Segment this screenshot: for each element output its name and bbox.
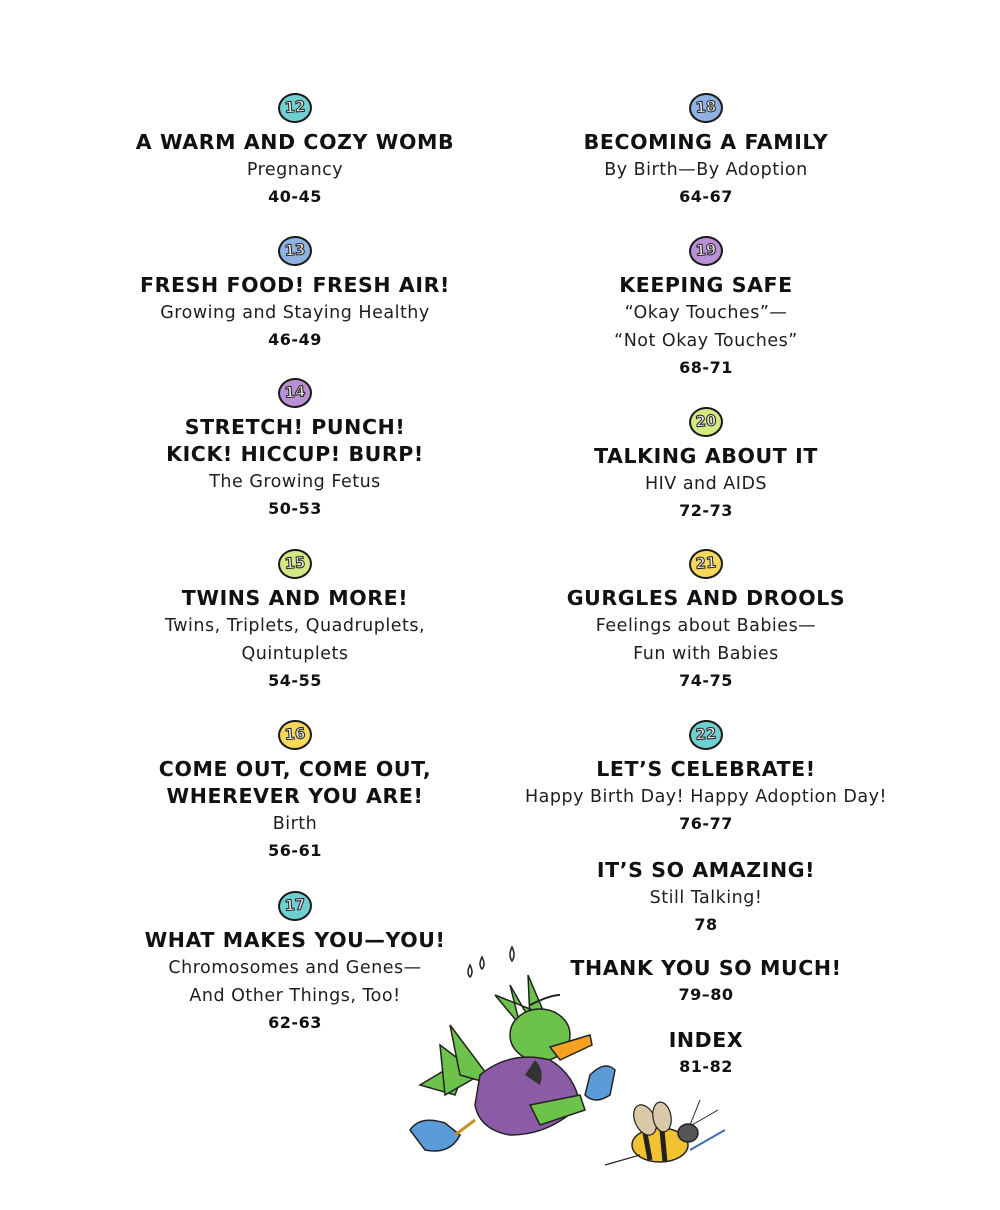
chapter-title: FRESH FOOD! FRESH AIR! (140, 273, 450, 297)
chapter-subtitle: Chromosomes and Genes— (168, 958, 422, 978)
chapter-title: STRETCH! PUNCH! (184, 415, 406, 439)
bird-and-bee-illustration (400, 935, 740, 1180)
chapter-number-badge: 15 (277, 548, 313, 580)
chapter-number-badge: 22 (688, 719, 724, 751)
chapter-number-badge: 12 (277, 92, 313, 124)
toc-entry-22[interactable] (486, 720, 926, 837)
chapter-subtitle: Birth (272, 814, 318, 834)
page-range: 40-45 (268, 187, 322, 206)
page-range: 74-75 (679, 671, 733, 690)
chapter-number-badge: 21 (688, 548, 724, 580)
chapter-title: KEEPING SAFE (619, 273, 793, 297)
page-range: 62-63 (268, 1013, 322, 1032)
chapter-subtitle: HIV and AIDS (644, 474, 768, 494)
chapter-subtitle: Pregnancy (246, 160, 344, 180)
chapter-number-badge: 16 (277, 719, 313, 751)
chapter-title-line-2: KICK! HICCUP! BURP! (166, 442, 424, 466)
chapter-subtitle-line-2: Fun with Babies (633, 644, 779, 664)
toc-entry-20[interactable] (486, 407, 926, 524)
chapter-subtitle-line-2: “Not Okay Touches” (614, 331, 798, 351)
chapter-title: THANK YOU SO MUCH! (570, 956, 842, 980)
chapter-number-badge: 13 (277, 235, 313, 267)
page-range: 54-55 (268, 671, 322, 690)
chapter-subtitle: By Birth—By Adoption (604, 160, 808, 180)
chapter-title: WHAT MAKES YOU—YOU! (144, 928, 446, 952)
chapter-subtitle: Happy Birth Day! Happy Adoption Day! (525, 787, 887, 807)
chapter-number-badge: 17 (277, 890, 313, 922)
chapter-subtitle: Growing and Staying Healthy (160, 303, 430, 323)
chapter-subtitle: Twins, Triplets, Quadruplets, (164, 616, 426, 636)
chapter-title-line-2: WHEREVER YOU ARE! (166, 784, 424, 808)
page-range: 78 (694, 915, 718, 934)
page-range: 79–80 (678, 985, 734, 1004)
toc-entry-13[interactable] (75, 236, 515, 353)
page-range: 64-67 (679, 187, 733, 206)
page-range: 76-77 (679, 814, 733, 833)
page-range: 50-53 (268, 499, 322, 518)
chapter-number-badge: 18 (688, 92, 724, 124)
page-range: 68-71 (679, 358, 733, 377)
chapter-title: A WARM AND COZY WOMB (135, 130, 455, 154)
chapter-title: GURGLES AND DROOLS (566, 586, 846, 610)
chapter-title: COME OUT, COME OUT, (158, 757, 432, 781)
toc-entry-21[interactable] (486, 549, 926, 694)
toc-entry-19[interactable] (486, 236, 926, 381)
chapter-title: BECOMING A FAMILY (583, 130, 829, 154)
page-range: 56-61 (268, 841, 322, 860)
toc-entry-15[interactable] (75, 549, 515, 694)
page-range: 81-82 (679, 1057, 733, 1076)
chapter-subtitle: Feelings about Babies— (595, 616, 817, 636)
chapter-number-badge: 14 (277, 377, 313, 409)
chapter-title: IT’S SO AMAZING! (596, 858, 816, 882)
chapter-subtitle-line-2: And Other Things, Too! (189, 986, 401, 1006)
toc-entry-14[interactable] (75, 378, 515, 522)
chapter-number-badge: 19 (688, 235, 724, 267)
bird-character-icon (400, 935, 740, 1180)
chapter-title: LET’S CELEBRATE! (596, 757, 816, 781)
page-range: 46-49 (268, 330, 322, 349)
chapter-subtitle: The Growing Fetus (209, 472, 381, 492)
toc-entry-18[interactable] (486, 93, 926, 210)
toc-entry-16[interactable] (75, 720, 515, 864)
toc-entry-amazing[interactable] (486, 857, 926, 938)
chapter-title: INDEX (668, 1028, 744, 1052)
chapter-title: TWINS AND MORE! (181, 586, 409, 610)
chapter-subtitle: “Okay Touches”— (624, 303, 788, 323)
chapter-title: TALKING ABOUT IT (594, 444, 818, 468)
page-range: 72-73 (679, 501, 733, 520)
chapter-subtitle: Still Talking! (649, 888, 763, 908)
chapter-number-badge: 20 (688, 406, 724, 438)
toc-entry-12[interactable] (75, 93, 515, 210)
chapter-subtitle-line-2: Quintuplets (241, 644, 349, 664)
